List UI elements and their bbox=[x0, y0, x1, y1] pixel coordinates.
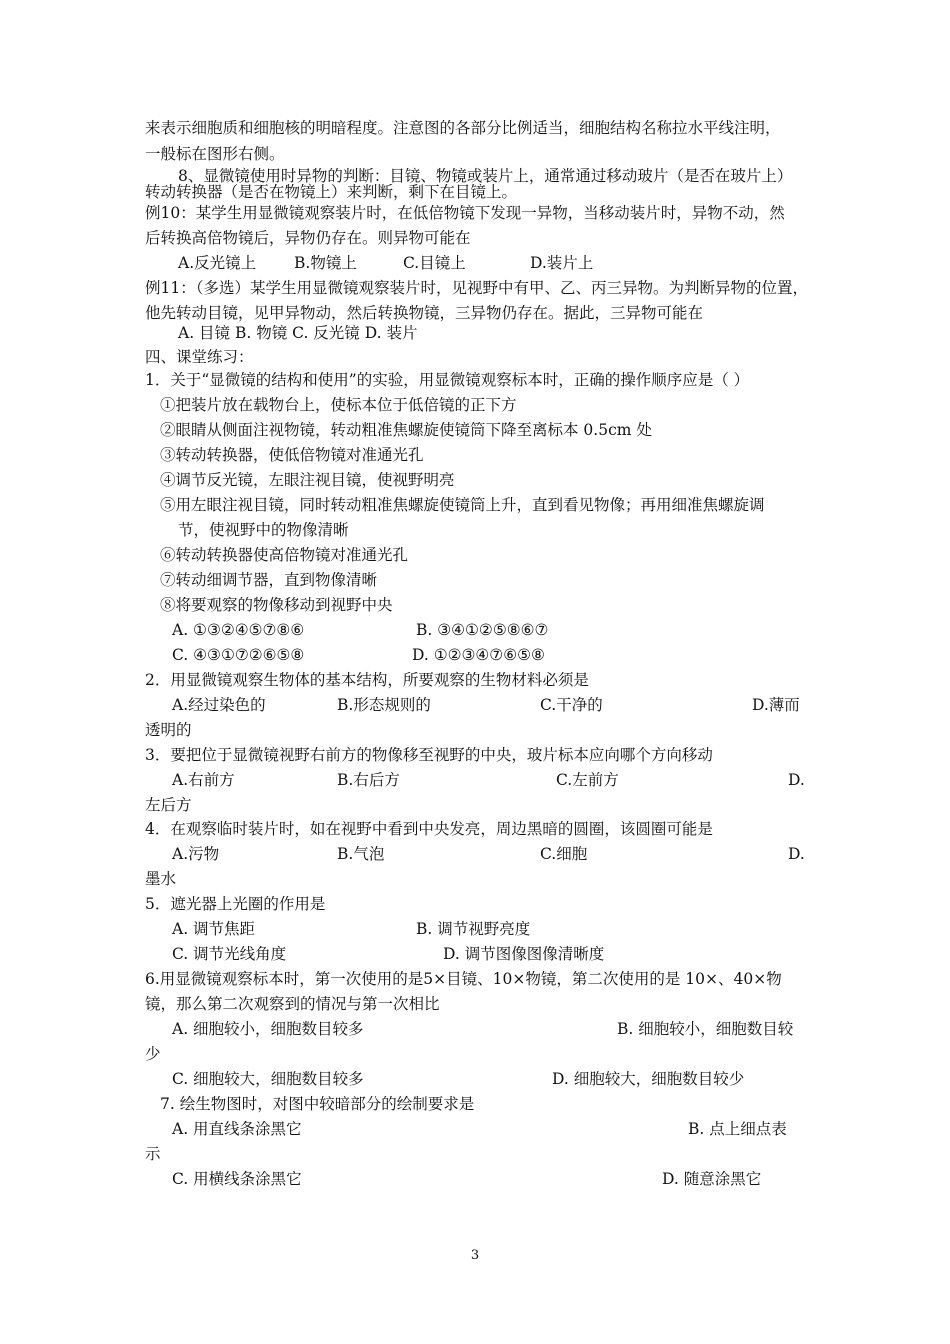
text-line: 示 bbox=[145, 1145, 161, 1163]
text-line: 2．用显微镜观察生物体的基本结构，所要观察的生物材料必须是 bbox=[145, 671, 589, 689]
text-line: A. 目镜 B. 物镜 C. 反光镜 D. 装片 bbox=[178, 324, 418, 342]
text-line: ③转动转换器，使低倍物镜对准通光孔 bbox=[160, 446, 424, 464]
text-line: D. ①②③④⑦⑥⑤⑧ bbox=[412, 646, 545, 664]
text-line: B.形态规则的 bbox=[337, 696, 431, 714]
text-line: 少 bbox=[145, 1045, 161, 1063]
text-line: B.气泡 bbox=[337, 845, 385, 863]
text-line: C. ④③①⑦②⑥⑤⑧ bbox=[172, 646, 305, 664]
text-line: 四、课堂练习： bbox=[145, 348, 254, 366]
text-line: A.经过染色的 bbox=[172, 696, 266, 714]
text-line: 左后方 bbox=[145, 796, 192, 814]
text-line: A. 调节焦距 bbox=[172, 920, 256, 938]
text-line: A.污物 bbox=[172, 845, 220, 863]
text-line: 镜，那么第二次观察到的情况与第一次相比 bbox=[145, 995, 440, 1013]
text-line: D. 调节图像图像清晰度 bbox=[443, 945, 605, 963]
text-line: B. 细胞较小，细胞数目较 bbox=[617, 1020, 794, 1038]
text-line: D. 细胞较大，细胞数目较少 bbox=[552, 1070, 745, 1088]
text-line: C.干净的 bbox=[540, 696, 603, 714]
text-line: D. bbox=[788, 845, 805, 863]
text-line: D. bbox=[788, 771, 805, 789]
text-line: ⑦转动细调节器，直到物像清晰 bbox=[160, 571, 378, 589]
text-line: 他先转动目镜，见甲异物动，然后转换物镜，三异物仍存在。据此，三异物可能在 bbox=[145, 304, 704, 322]
text-line: C. 用横线条涂黑它 bbox=[172, 1170, 302, 1188]
text-line: 5．遮光器上光圈的作用是 bbox=[145, 895, 326, 913]
page-number: 3 bbox=[470, 1248, 480, 1263]
text-line: B. ③④①②⑤⑧⑥⑦ bbox=[416, 621, 549, 639]
text-line: D.薄而 bbox=[752, 696, 800, 714]
text-line: ①把装片放在载物台上，使标本位于低倍镜的正下方 bbox=[160, 396, 517, 414]
text-line: B. 调节视野亮度 bbox=[416, 920, 531, 938]
text-line: 来表示细胞质和细胞核的明暗程度。注意图的各部分比例适当，细胞结构名称拉水平线注明， bbox=[145, 119, 781, 137]
text-line: C.细胞 bbox=[540, 845, 588, 863]
text-line: 透明的 bbox=[145, 721, 192, 739]
text-line: A. ①③②④⑤⑦⑧⑥ bbox=[172, 621, 305, 639]
text-line: 一般标在图形右侧。 bbox=[145, 145, 285, 163]
text-line: 节，使视野中的物像清晰 bbox=[178, 521, 349, 539]
text-line: C.左前方 bbox=[556, 771, 619, 789]
text-line: 例11：（多选）某学生用显微镜观察装片时，见视野中有甲、乙、丙三异物。为判断异物的位置， bbox=[145, 279, 808, 297]
text-line: 4．在观察临时装片时，如在视野中看到中央发亮，周边黑暗的圆圈，该圆圈可能是 bbox=[145, 820, 713, 838]
text-line: ②眼睛从侧面注视物镜，转动粗准焦螺旋使镜筒下降至离标本 0.5cm 处 bbox=[160, 421, 652, 439]
text-line: C.目镜上 bbox=[403, 254, 466, 272]
text-line: ⑥转动转换器使高倍物镜对准通光孔 bbox=[160, 546, 409, 564]
text-line: 墨水 bbox=[145, 870, 177, 888]
text-line: D.装片上 bbox=[530, 254, 594, 272]
text-line: C. 细胞较大，细胞数目较多 bbox=[172, 1070, 364, 1088]
text-line: ⑤用左眼注视目镜，同时转动粗准焦螺旋使镜筒上升，直到看见物像；再用细准焦螺旋调 bbox=[160, 496, 765, 514]
text-line: D. 随意涂黑它 bbox=[662, 1170, 762, 1188]
text-line: 6.用显微镜观察标本时，第一次使用的是5×目镜、10×物镜，第二次使用的是 10×、40×物 bbox=[145, 970, 782, 988]
text-line: C. 调节光线角度 bbox=[172, 945, 287, 963]
text-line: 7. 绘生物图时，对图中较暗部分的绘制要求是 bbox=[160, 1095, 475, 1113]
text-line: 1．关于“显微镜的结构和使用”的实验，用显微镜观察标本时，正确的操作顺序应是（ ） bbox=[145, 371, 750, 389]
text-line: 8、显微镜使用时异物的判断：目镜、物镜或装片上，通常通过移动玻片（是否在玻片上） bbox=[178, 167, 793, 185]
text-line: B.物镜上 bbox=[294, 254, 357, 272]
text-line: ⑧将要观察的物像移动到视野中央 bbox=[160, 596, 393, 614]
text-line: A.右前方 bbox=[172, 771, 235, 789]
text-line: A.反光镜上 bbox=[178, 254, 257, 272]
text-line: B. 点上细点表 bbox=[688, 1120, 787, 1138]
text-line: ④调节反光镜，左眼注视目镜，使视野明亮 bbox=[160, 471, 455, 489]
text-line: 3．要把位于显微镜视野右前方的物像移至视野的中央，玻片标本应向哪个方向移动 bbox=[145, 746, 713, 764]
text-line: 后转换高倍物镜后，异物仍存在。则异物可能在 bbox=[145, 229, 471, 247]
text-line: 转动转换器（是否在物镜上）来判断，剩下在目镜上。 bbox=[145, 183, 518, 201]
text-line: 例10：某学生用显微镜观察装片时，在低倍物镜下发现一异物，当移动装片时，异物不动，然 bbox=[145, 204, 785, 222]
text-line: A. 细胞较小，细胞数目较多 bbox=[172, 1020, 364, 1038]
text-line: A. 用直线条涂黑它 bbox=[172, 1120, 302, 1138]
text-line: B.右后方 bbox=[337, 771, 400, 789]
